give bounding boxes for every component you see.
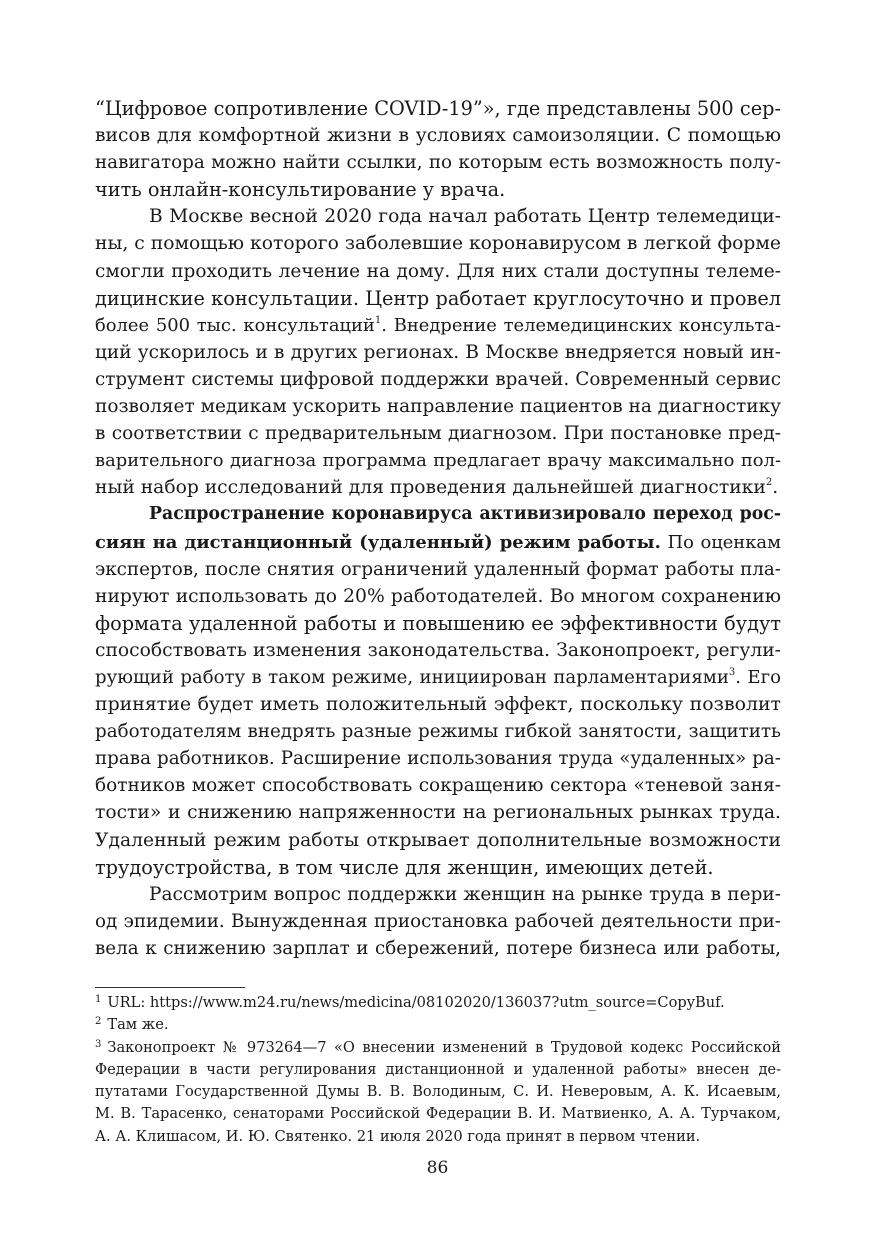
text-line: позволяет медикам ускорить направление пациентов на диагностику [95,396,782,418]
text-line: формата удаленной работы и повышению ее эффективности будут [95,611,781,635]
text-line: работодателям внедрять разные режимы гибкой занятости, защитить [95,721,781,743]
text-line: Распространение коронавируса активизировало переход рос- [149,504,781,525]
footnote-line: Федерации в части регулирования дистанционной и удаленной работы» внесен де- [95,1060,781,1078]
text-line: дицинские консультации. Центр работает круглосуточно и провел [95,286,781,310]
footnote-2 [95,1014,781,1036]
text-line: экспертов, после снятия ограничений удаленный формат работы пла- [95,558,781,580]
footnote-line: путатами Государственной Думы В. В. Володиным, С. И. Неверовым, А. К. Исаевым, [95,1083,781,1101]
footnote-text: Законопроект № 973264—7 «О внесении изменений в Трудовой кодекс Российской [107,1038,781,1056]
text-line: од эпидемии. Вынужденная приостановка рабочей деятельности при- [95,910,781,932]
footnote-text: URL: https://www.m24.ru/news/medicina/08102020/136037?utm_source=CopyBuf. [107,994,725,1011]
footnote-ref[interactable]: 2 [765,477,773,489]
text-line: ций ускорилось и в других регионах. В Москве внедряется новый ин- [95,341,781,363]
text-line: в соответствии с предварительным диагнозом. При постановке пред- [95,423,781,445]
footnote-ref[interactable]: 3 [728,666,736,678]
text-fragment: ный набор исследований для проведения дальнейшей диагностики [95,477,766,499]
footnote-1 [95,992,781,1014]
text-line: струмент системы цифровой поддержки врачей. Современный сервис [95,368,781,390]
text-line: вела к снижению зарплат и сбережений, потере бизнеса или работы, [95,937,781,959]
text-line: “Цифровое сопротивление COVID-19”», где представлены 500 сер- [95,97,781,120]
footnote-number: 3 [95,1038,102,1050]
text-line: ны, с помощью которого заболевшие коронавирусом в легкой форме [95,233,781,255]
text-line: смогли проходить лечение на дому. Для них стали доступны телеме- [95,260,781,282]
text-line [95,664,781,691]
text-fragment: более 500 тыс. консультаций [95,314,375,336]
footnote-divider [95,987,245,988]
text-line: права работников. Расширение использования труда «удаленных» ра- [95,748,781,770]
text-line: трудоустройства, в том числе для женщин, имеющих детей. [95,855,714,879]
text-line: варительного диагноза программа предлагает врачу максимально пол- [95,450,781,472]
text-line: нируют использовать до 20% работодателей. Во многом сохранению [95,585,781,607]
text-fragment: . [772,477,779,499]
bold-fragment: сиян на дистанционный (удаленный) режим работы. [95,531,661,553]
text-fragment: По оценкам [660,531,781,553]
text-line: тости» и снижению напряженности на региональных рынках труда. [95,802,781,824]
text-line: навигатора можно найти ссылки, по которым есть возможность полу- [95,152,781,174]
text-line: Рассмотрим вопрос поддержки женщин на рынке труда в пери- [149,883,781,905]
text-line [95,312,781,339]
text-line: способствовать изменения законодательства. Законопроект, регули- [95,639,781,661]
footnote-text: Там же. [107,1016,169,1034]
footnote-line: А. А. Клишасом, И. Ю. Святенко. 21 июля 2020 года принят в первом чтении. [95,1127,701,1145]
footnote-ref[interactable]: 1 [374,314,382,326]
footnote-3 [95,1037,781,1059]
text-fragment: рующий работу в таком режиме, инициирован парламентариями [95,666,729,688]
footnote-number: 2 [95,1016,102,1028]
main-text [95,95,781,962]
footnote-line: М. В. Тарасенко, сенаторами Российской Федерации В. И. Матвиенко, А. А. Турчаком, [95,1105,781,1123]
text-fragment: . Внедрение телемедицинских консульта- [381,314,781,336]
text-line: ботников может способствовать сокращению сектора «теневой заня- [95,775,781,797]
text-line [95,474,781,501]
text-fragment: . Его [735,666,781,688]
page-number: 86 [426,1158,449,1178]
text-line: висов для комфортной жизни в условиях самоизоляции. С помощью [95,125,781,147]
footnote-number: 1 [95,994,102,1005]
text-line: В Москве весной 2020 года начал работать Центр телемедици- [149,206,781,228]
footnotes [95,992,781,1148]
text-line: принятие будет иметь положительный эффект, поскольку позволит [95,693,781,716]
text-line: Удаленный режим работы открывает дополнительные возможности [95,829,781,851]
text-line [95,529,781,556]
text-line: чить онлайн-консультирование у врача. [95,178,506,202]
